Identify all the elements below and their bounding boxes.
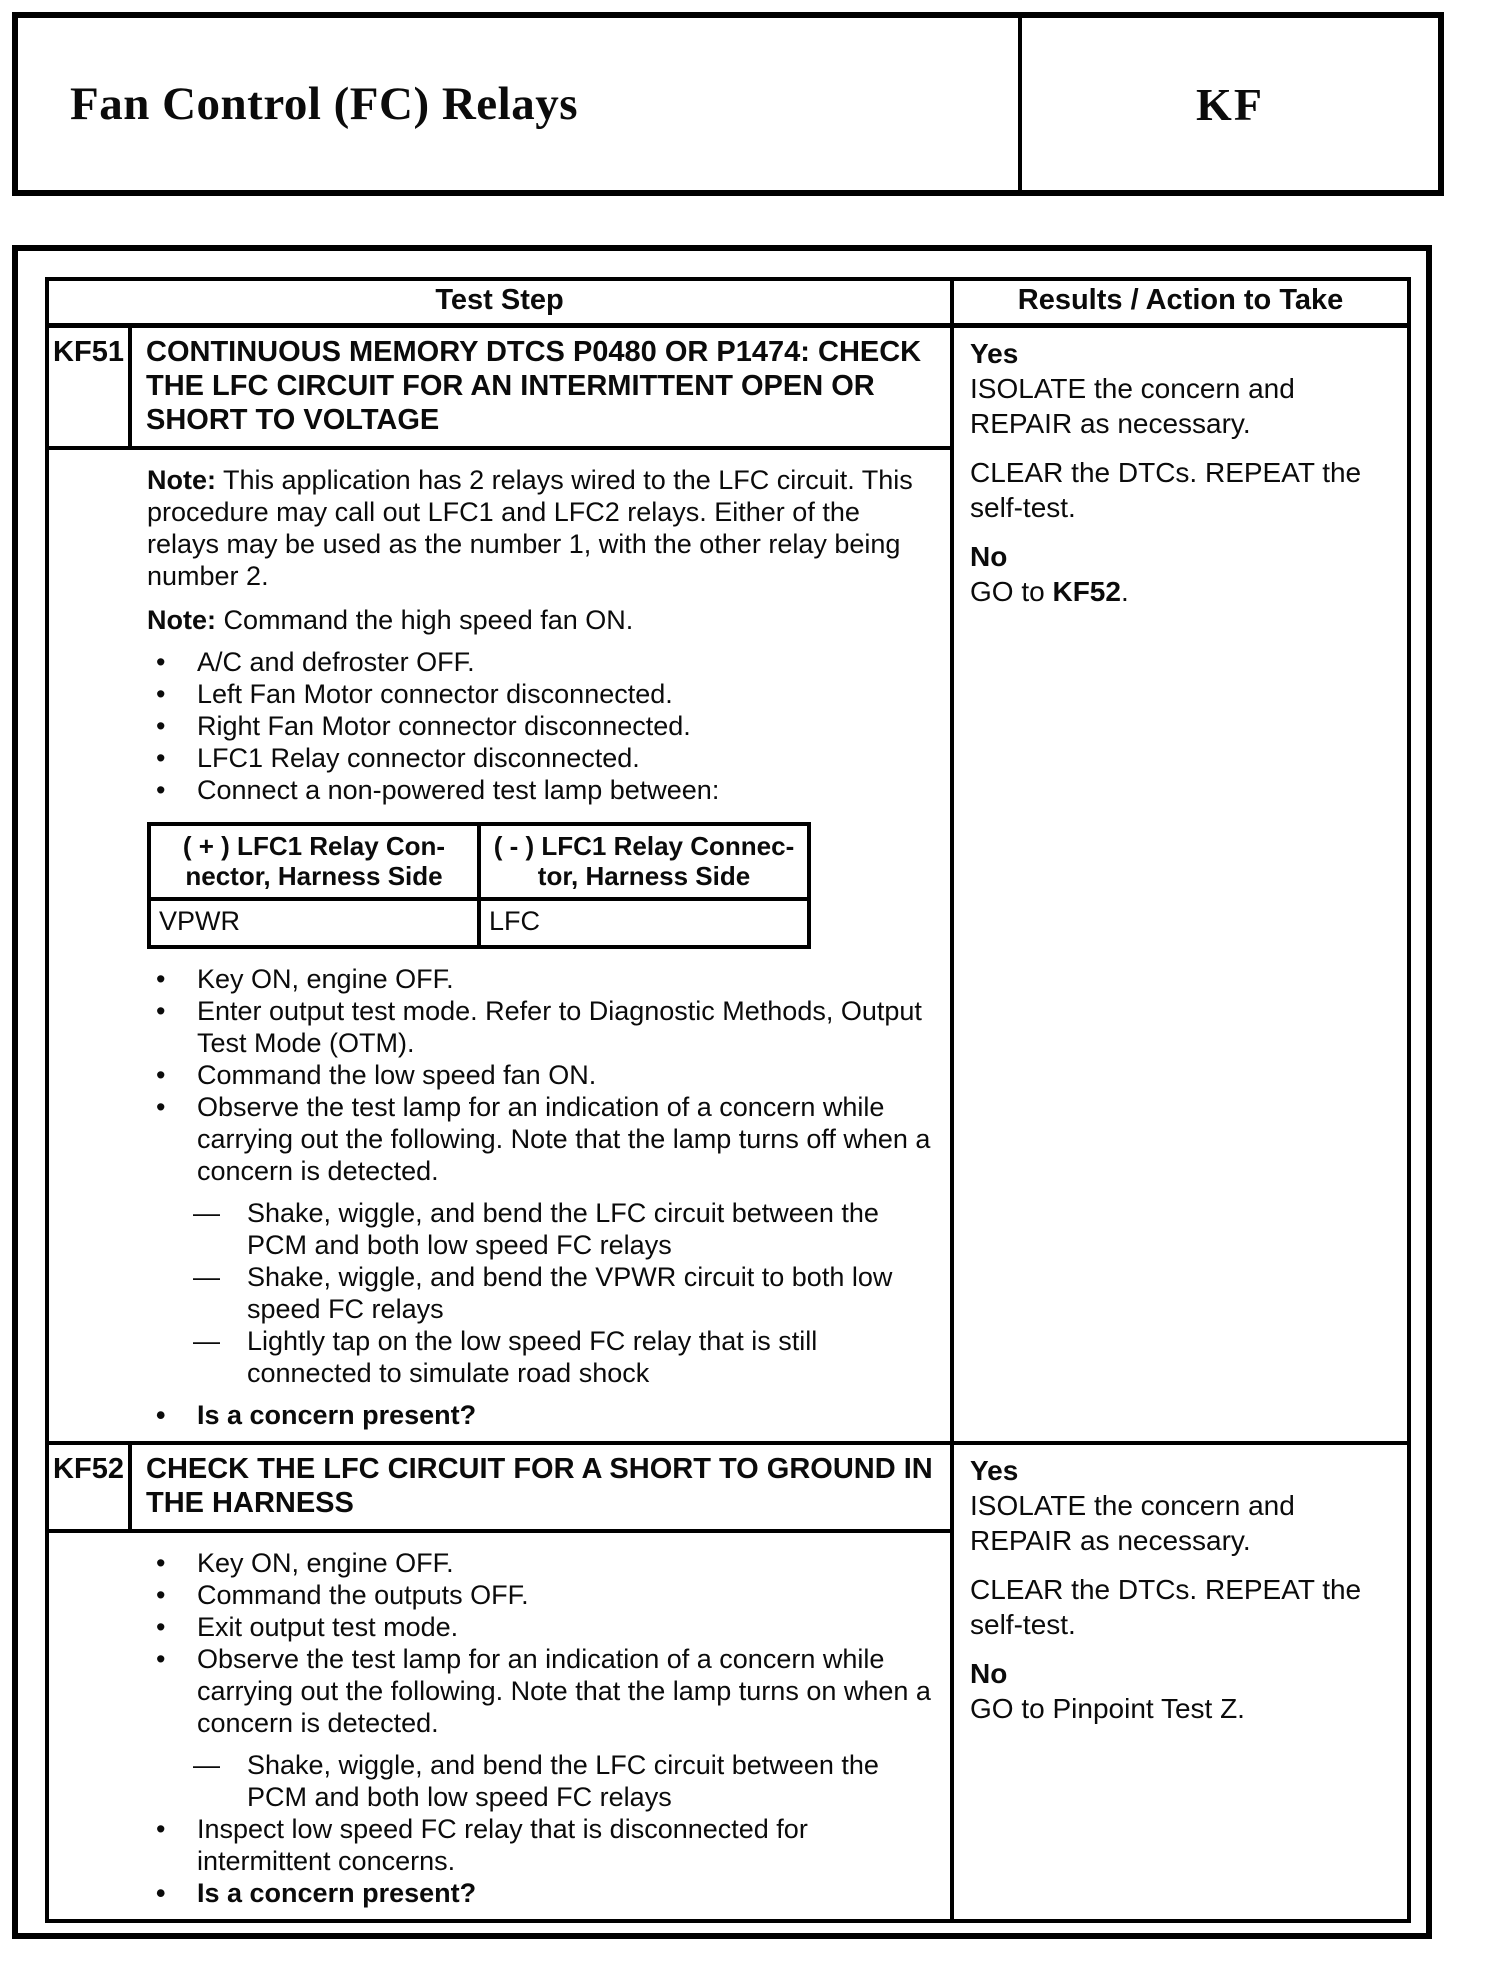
list-item: • Exit output test mode.	[147, 1611, 938, 1643]
lamp-col-plus-line1: ( + ) LFC1 Relay Con-	[182, 830, 446, 861]
kf52-step-body	[47, 1531, 952, 1921]
lamp-col-minus-line2: tor, Harness Side	[537, 860, 751, 891]
kf51-question: • Is a concern present?	[147, 1399, 938, 1431]
kf52-bullet-list-pre	[147, 1547, 938, 1739]
dash-item: — Lightly tap on the low speed FC relay that is still connected to simulate road shock	[147, 1325, 938, 1389]
kf52-question: • Is a concern present?	[147, 1877, 938, 1909]
lamp-table-value-row	[149, 899, 809, 947]
kf51-note-2-text: Command the high speed fan ON.	[223, 604, 634, 635]
kf52-title-row	[47, 1443, 1409, 1531]
kf52-yes-label: Yes	[970, 1454, 1019, 1486]
kf51-yes-label: Yes	[970, 337, 1019, 369]
kf51-result-cell	[952, 325, 1409, 1443]
kf51-yes-action-1: ISOLATE the concern and REPAIR as necessary.	[970, 372, 1295, 439]
page-header-box	[12, 12, 1444, 196]
kf52-step-title: CHECK THE LFC CIRCUIT FOR A SHORT TO GROUND IN THE HARNESS	[130, 1443, 952, 1531]
kf52-step-id: KF52	[47, 1443, 130, 1531]
kf51-step-title: CONTINUOUS MEMORY DTCS P0480 OR P1474: CHECK THE LFC CIRCUIT FOR AN INTERMITTENT OPEN OR SHORT TO VOLTAGE	[130, 325, 952, 448]
lamp-connection-table	[147, 822, 811, 949]
kf52-yes-block	[970, 1453, 1399, 1558]
kf51-dash-list	[147, 1197, 938, 1389]
kf51-bullet-list-post	[147, 963, 938, 1187]
kf52-no-label: No	[970, 1657, 1008, 1689]
kf52-yes-action-2: CLEAR the DTCs. REPEAT the self-test.	[970, 1573, 1362, 1640]
kf51-step-id: KF51	[47, 325, 130, 448]
kf52-no-block	[970, 1656, 1399, 1726]
list-item: • Left Fan Motor connector disconnected.	[147, 678, 938, 710]
list-item: • Enter output test mode. Refer to Diagnostic Methods, Output Test Mode (OTM).	[147, 995, 938, 1059]
table-header-row	[47, 279, 1409, 325]
kf51-no-action-prefix: GO to	[970, 575, 1053, 607]
page-header-left-cell	[18, 18, 1022, 190]
list-item: • Inspect low speed FC relay that is disconnected for intermittent concerns.	[147, 1813, 938, 1877]
procedure-table	[45, 277, 1411, 1923]
kf51-note-1-label: Note:	[147, 464, 216, 495]
list-item: • Key ON, engine OFF.	[147, 1547, 938, 1579]
list-item: • Connect a non-powered test lamp between:	[147, 774, 938, 806]
kf51-note-2	[147, 604, 938, 636]
kf51-no-label: No	[970, 540, 1008, 572]
kf51-question-list	[147, 1399, 938, 1431]
kf51-no-action-suffix: .	[1120, 575, 1129, 607]
kf51-clear-block	[970, 455, 1399, 525]
lamp-table-header-row	[149, 824, 809, 899]
kf52-bullet-list-post	[147, 1813, 938, 1909]
kf52-yes-action-1: ISOLATE the concern and REPAIR as necessary.	[970, 1489, 1295, 1556]
kf52-result-cell	[952, 1443, 1409, 1921]
kf52-no-action: GO to Pinpoint Test Z.	[970, 1692, 1245, 1724]
kf51-note-2-label: Note:	[147, 604, 216, 635]
kf51-step-body	[47, 448, 952, 1443]
page-header-right-cell	[1022, 18, 1438, 190]
kf51-yes-block	[970, 336, 1399, 441]
list-item: • Right Fan Motor connector disconnected.	[147, 710, 938, 742]
kf51-note-1	[147, 464, 938, 592]
kf51-no-block	[970, 539, 1399, 609]
kf51-title-row	[47, 325, 1409, 448]
column-header-results: Results / Action to Take	[952, 279, 1409, 325]
lamp-col-minus	[479, 824, 809, 899]
list-item: • Key ON, engine OFF.	[147, 963, 938, 995]
list-item: • Observe the test lamp for an indication of a concern while carrying out the following. Note that the lamp turns off when a concern is detected.	[147, 1091, 938, 1187]
main-content-box	[12, 245, 1432, 1939]
kf51-bullet-list-pre	[147, 646, 938, 806]
column-header-test-step: Test Step	[47, 279, 952, 325]
kf51-no-action-target: KF52	[1052, 575, 1121, 607]
section-code: KF	[1196, 78, 1264, 130]
page-title: Fan Control (FC) Relays	[70, 78, 579, 130]
list-item: • Command the outputs OFF.	[147, 1579, 938, 1611]
dash-item: — Shake, wiggle, and bend the LFC circuit between the PCM and both low speed FC relays	[147, 1749, 938, 1813]
kf52-dash-list	[147, 1749, 938, 1813]
dash-item: — Shake, wiggle, and bend the LFC circuit between the PCM and both low speed FC relays	[147, 1197, 938, 1261]
lamp-value-lfc: LFC	[479, 899, 809, 947]
list-item: • A/C and defroster OFF.	[147, 646, 938, 678]
list-item: • Observe the test lamp for an indication of a concern while carrying out the following. Note that the lamp turns on when a concern is detected.	[147, 1643, 938, 1739]
kf52-clear-block	[970, 1572, 1399, 1642]
dash-item: — Shake, wiggle, and bend the VPWR circuit to both low speed FC relays	[147, 1261, 938, 1325]
lamp-col-plus	[149, 824, 479, 899]
list-item: • Command the low speed fan ON.	[147, 1059, 938, 1091]
kf51-yes-action-2: CLEAR the DTCs. REPEAT the self-test.	[970, 456, 1362, 523]
lamp-col-plus-line2: nector, Harness Side	[185, 860, 443, 891]
lamp-value-vpwr: VPWR	[149, 899, 479, 947]
list-item: • LFC1 Relay connector disconnected.	[147, 742, 938, 774]
kf51-note-1-text: This application has 2 relays wired to the LFC circuit. This procedure may call out LFC1 and LFC2 relays. Either of the relays may be used as the number 1, with the other relay being number 2.	[147, 464, 913, 591]
lamp-col-minus-line1: ( - ) LFC1 Relay Connec-	[493, 830, 795, 861]
